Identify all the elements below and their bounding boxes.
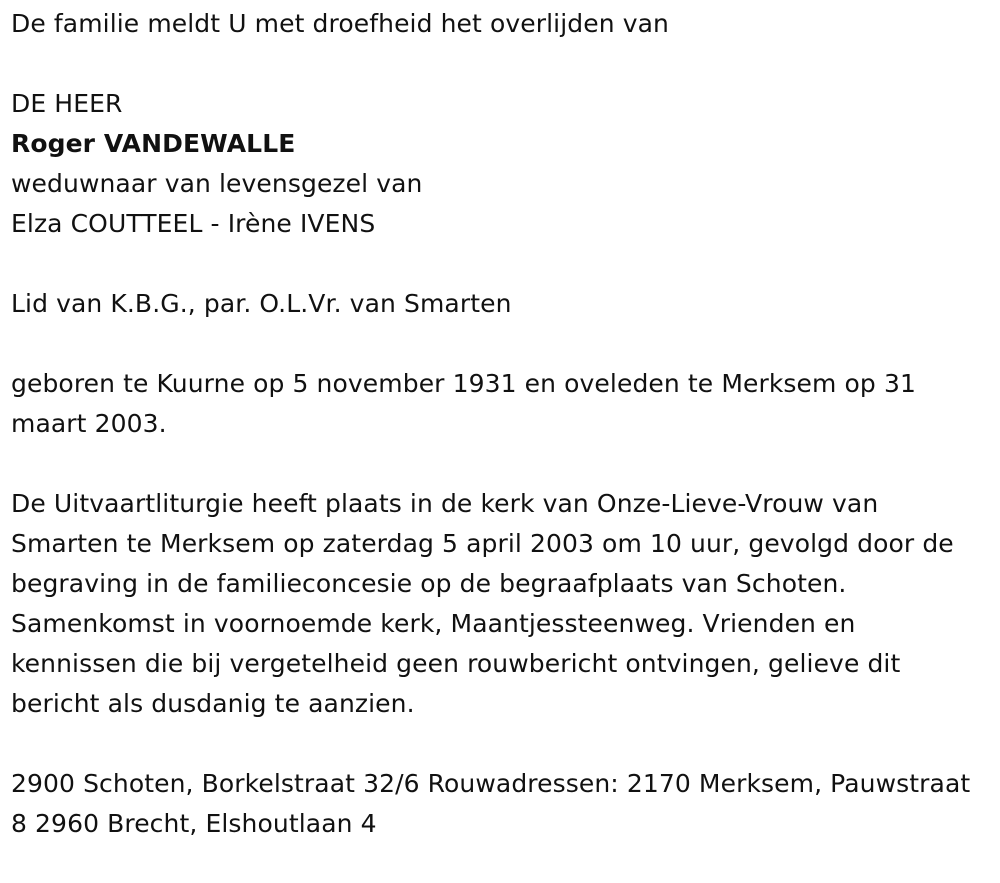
birth-death-text: geboren te Kuurne op 5 november 1931 en oveleden te Merksem op 31 maart 2003. (11, 369, 916, 438)
death-notice (11, 4, 981, 844)
spacer (11, 44, 981, 84)
spacer (11, 724, 981, 764)
spacer (11, 444, 981, 484)
membership-text: Lid van K.B.G., par. O.L.Vr. van Smarten (11, 289, 512, 318)
deceased-name: Roger VANDEWALLE (11, 129, 296, 158)
relation-text: weduwnaar van levensgezel van (11, 169, 423, 198)
spacer (11, 244, 981, 284)
honorific: DE HEER (11, 89, 123, 118)
spouse-names: Elza COUTTEEL - Irène IVENS (11, 209, 376, 238)
funeral-text: De Uitvaartliturgie heeft plaats in de kerk van Onze-Lieve-Vrouw van Smarten te Merksem op zaterdag 5 april 2003 om 10 uur, gevolgd door de begraving in de familieconcesie op de begraafplaats van Schoten. Samenkomst in voornoemde kerk, Maantjessteenweg. Vrienden en kennissen die bij vergetelheid geen rouwbericht ontvingen, gelieve dit bericht als dusdanig te aanzien. (11, 489, 954, 718)
spacer (11, 324, 981, 364)
intro-text: De familie meldt U met droefheid het overlijden van (11, 9, 669, 38)
address-text: 2900 Schoten, Borkelstraat 32/6 Rouwadressen: 2170 Merksem, Pauwstraat 8 2960 Brecht, Elshoutlaan 4 (11, 769, 971, 838)
